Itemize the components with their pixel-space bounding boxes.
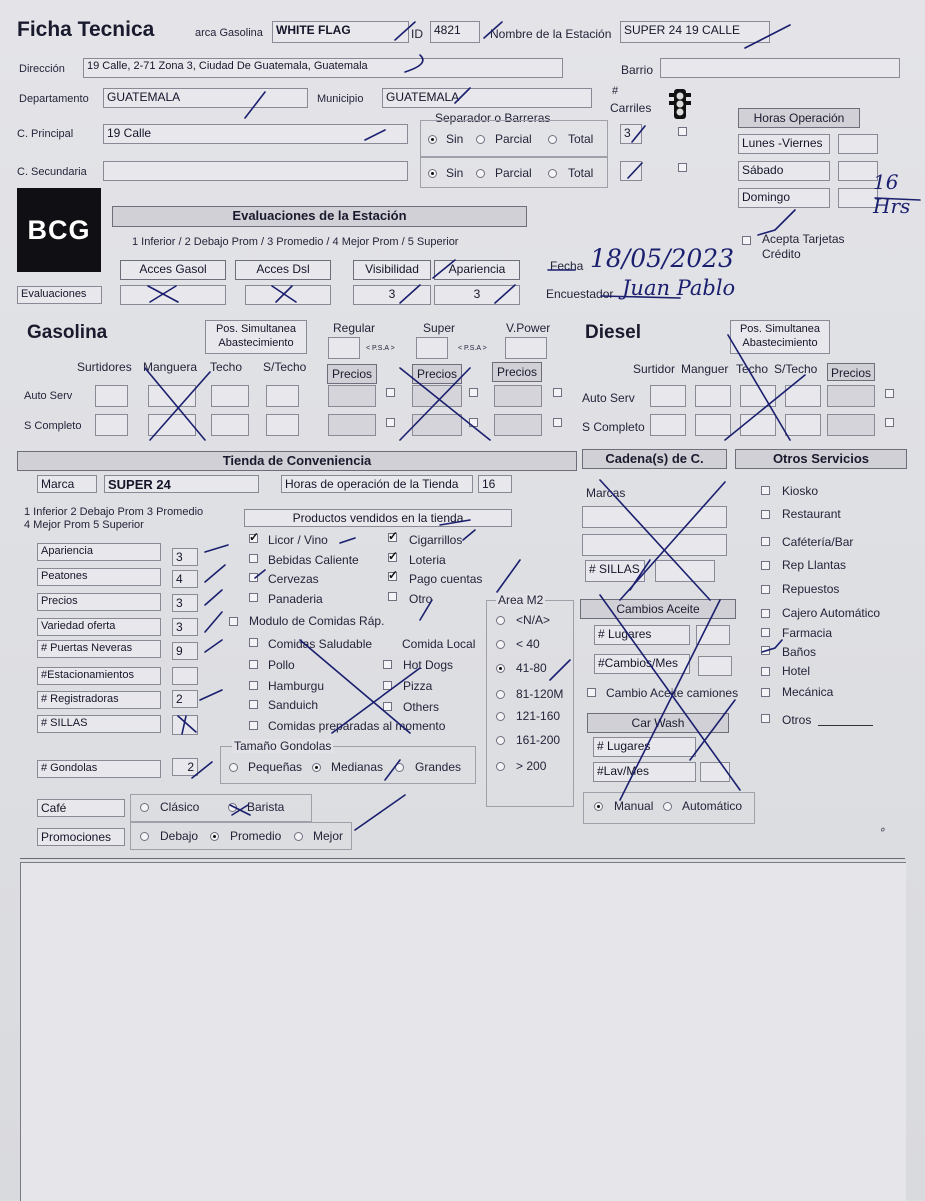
otros-mecanica-label: Mecánica [782, 685, 834, 699]
prod-otro-label: Otro [409, 592, 433, 606]
traffic-light-icon [668, 88, 692, 120]
prod-bebidas-label: Bebidas Caliente [268, 553, 359, 567]
g-sc-super-check[interactable] [469, 418, 478, 427]
area-81-120-radio[interactable] [496, 690, 505, 699]
rating-value-puertas[interactable]: 9 [172, 642, 198, 660]
brand-field[interactable]: WHITE FLAG [272, 21, 409, 43]
tamano-medianas-label: Medianas [331, 760, 384, 774]
tamano-title: Tamaño Gondolas [234, 739, 332, 753]
domingo-label: Domingo [738, 188, 830, 208]
notes-area[interactable] [20, 862, 906, 1201]
g-auto-surtidores[interactable] [95, 385, 128, 407]
area-81-120-label: 81-120M [516, 687, 564, 701]
carriles-hash: # [612, 85, 619, 97]
area-title: Area M2 [498, 593, 544, 607]
g-sc-surtidores[interactable] [95, 414, 128, 436]
d-sc-precio[interactable] [827, 414, 875, 436]
d-auto-stecho[interactable] [785, 385, 821, 407]
otros-repuestos-check[interactable] [761, 585, 770, 594]
precios-vpower-label: Precios [492, 362, 542, 382]
cambios-mes-field[interactable] [698, 656, 732, 676]
g-auto-super-check[interactable] [469, 388, 478, 397]
otros-otros-underline [818, 725, 873, 726]
d-auto-precio[interactable] [827, 385, 875, 407]
area-na-label: <N/A> [516, 613, 551, 627]
tamano-pequenas-radio[interactable] [229, 763, 238, 772]
lunes-viernes-label: Lunes -Viernes [738, 134, 830, 154]
gasolina-pos-label: Pos. Simultanea [215, 323, 297, 335]
area-na-radio[interactable] [496, 616, 505, 625]
g-auto-precio-super[interactable] [412, 385, 462, 407]
tienda-scale-1: 1 Inferior 2 Debajo Prom 3 Promedio [24, 506, 204, 518]
prod-licor-label: Licor / Vino [268, 533, 328, 547]
g-sc-manguera[interactable] [148, 414, 196, 436]
evaluaciones-row-label: Evaluaciones [17, 286, 102, 304]
tamano-medianas-radio[interactable] [312, 763, 321, 772]
sabado-label: Sábado [738, 161, 830, 181]
g-auto-regular-check[interactable] [386, 388, 395, 397]
promo-debajo-label: Debajo [160, 829, 199, 843]
acces-gasol-field[interactable] [120, 285, 226, 305]
cambios-lugares-field[interactable] [696, 625, 730, 645]
hamburgu-check[interactable] [249, 681, 258, 690]
marcas-field-1[interactable] [582, 506, 727, 528]
area-121-160-label: 121-160 [516, 709, 561, 723]
modulo-label: Modulo de Comidas Ráp. [249, 614, 385, 628]
carriles-checkbox-1[interactable] [678, 127, 687, 136]
encuestador-label: Encuestador [546, 287, 614, 301]
super-label: Super [423, 321, 456, 335]
promo-promedio-radio[interactable] [210, 832, 219, 841]
g-sc-regular-check[interactable] [386, 418, 395, 427]
station-label: Nombre de la Estación [490, 27, 612, 41]
tienda-horas-label: Horas de operación de la Tienda [281, 475, 473, 493]
gondolas-field[interactable]: 2 [172, 758, 198, 776]
g-auto-precio-vpower[interactable] [494, 385, 542, 407]
comida-saludable-check[interactable] [249, 638, 258, 647]
fecha-label: Fecha [550, 259, 584, 273]
carwash-title: Car Wash [587, 713, 729, 733]
d-precios-label: Precios [827, 363, 875, 381]
domingo-field[interactable] [838, 188, 878, 208]
psa-label-1: < P.S.A > [366, 345, 395, 352]
g-auto-manguera[interactable] [148, 385, 196, 407]
promo-mejor-radio[interactable] [294, 832, 303, 841]
acces-dsl-field[interactable] [245, 285, 331, 305]
d-sc-stecho[interactable] [785, 414, 821, 436]
diesel-pos-simultanea [730, 320, 830, 354]
c-secundaria-label: C. Secundaria [17, 166, 87, 178]
cafe-group [130, 794, 312, 822]
separador-total-label-1: Total [568, 132, 594, 146]
d-sc-surtidor[interactable] [650, 414, 686, 436]
otros-cajero-check[interactable] [761, 609, 770, 618]
prod-pago-label: Pago cuentas [409, 572, 483, 586]
separador-parcial-radio-2[interactable] [476, 169, 485, 178]
horas-operacion-title: Horas Operación [738, 108, 860, 128]
surtidores-header: Surtidores [77, 360, 132, 374]
gasolina-abast-label: Abastecimiento [218, 337, 294, 349]
gasolina-title: Gasolina [27, 322, 108, 343]
cafe-barista-label: Barista [247, 800, 285, 814]
comidas-preparadas-label: Comidas preparadas al momento [268, 719, 446, 733]
otros-banos-label: Baños [782, 645, 817, 659]
rating-value-apariencia[interactable]: 3 [172, 548, 198, 566]
sabado-field[interactable] [838, 161, 878, 181]
area-41-80-radio[interactable] [496, 664, 505, 673]
direccion-label: Dirección [19, 63, 65, 75]
g-sc-stecho[interactable] [266, 414, 299, 436]
vpower-label: V.Power [506, 321, 551, 335]
rating-label-sillas: # SILLAS [37, 715, 161, 733]
barrio-label: Barrio [621, 63, 654, 77]
cadena-title: Cadena(s) de C. [582, 449, 727, 469]
auto-serv-label: Auto Serv [24, 390, 73, 402]
apariencia-label: Apariencia [434, 260, 520, 280]
marca-label: Marca [37, 475, 97, 493]
tamano-pequenas-label: Pequeñas [248, 760, 303, 774]
otros-repuestos-label: Repuestos [782, 582, 840, 596]
otros-llantas-check[interactable] [761, 561, 770, 570]
techo-header: Techo [210, 360, 243, 374]
separador-sin-label-2: Sin [446, 166, 464, 180]
prod-bebidas-check[interactable] [249, 554, 258, 563]
comida-local-label: Comida Local [402, 637, 476, 651]
g-sc-precio-regular[interactable] [328, 414, 376, 436]
prod-cervezas-label: Cervezas [268, 572, 319, 586]
barrio-field[interactable] [660, 58, 900, 78]
manguer-header: Manguer [681, 362, 729, 376]
id-label: ID [411, 27, 423, 41]
carriles-checkbox-2[interactable] [678, 163, 687, 172]
separador-parcial-label-1: Parcial [495, 132, 532, 146]
carwash-auto-radio[interactable] [663, 802, 672, 811]
gasolina-pos-simultanea [205, 320, 307, 354]
carwash-lugares-label: # Lugares [593, 737, 696, 757]
promo-mejor-label: Mejor [313, 829, 344, 843]
otros-hotel-label: Hotel [782, 664, 811, 678]
otros-banos-check[interactable] [761, 646, 770, 655]
d-auto-manguer[interactable] [695, 385, 731, 407]
brand-label: arca Gasolina [195, 27, 263, 39]
area-161-200-radio[interactable] [496, 736, 505, 745]
prod-panaderia-check[interactable] [249, 593, 258, 602]
area-group [486, 600, 574, 807]
rating-label-registradoras: # Registradoras [37, 691, 161, 709]
encuestador-handwritten: Juan Pablo [622, 276, 736, 300]
notes-divider [20, 858, 905, 859]
g-sc-vpower-check[interactable] [553, 418, 562, 427]
d-sc-techo[interactable] [740, 414, 776, 436]
cafe-clasico-label: Clásico [160, 800, 200, 814]
cambio-camiones-label: Cambio Aceite camiones [606, 686, 739, 700]
prod-pago-checkmark-icon: ✓ [388, 568, 399, 582]
prod-cigarrillos-label: Cigarrillos [409, 533, 463, 547]
diesel-pos-label: Pos. Simultanea [739, 323, 821, 335]
apariencia-field[interactable]: 3 [434, 285, 520, 305]
bcg-logo: BCG [17, 188, 101, 272]
separador-sin-label-1: Sin [446, 132, 464, 146]
comida-saludable-label: Comidas Saludable [268, 637, 373, 651]
rating-value-peatones[interactable]: 4 [172, 570, 198, 588]
pollo-label: Pollo [268, 658, 295, 672]
lunes-viernes-field[interactable] [838, 134, 878, 154]
promo-debajo-radio[interactable] [140, 832, 149, 841]
separador-title: Separador o Barreras [435, 111, 551, 125]
c-principal-field[interactable]: 19 Calle [103, 124, 408, 144]
departamento-field[interactable]: GUATEMALA [103, 88, 308, 108]
carwash-manual-radio[interactable] [594, 802, 603, 811]
pollo-check[interactable] [249, 660, 258, 669]
tamano-grandes-label: Grandes [415, 760, 462, 774]
cambios-lugares-label: # Lugares [594, 625, 690, 645]
cambios-aceite-title: Cambios Aceite [580, 599, 736, 619]
g-sc-precio-super[interactable] [412, 414, 462, 436]
prod-loteria-checkmark-icon: ✓ [388, 549, 399, 563]
prod-otro-check[interactable] [388, 592, 397, 601]
otros-kiosko-check[interactable] [761, 486, 770, 495]
gondolas-label: # Gondolas [37, 760, 161, 778]
visibilidad-label: Visibilidad [353, 260, 431, 280]
sanduich-check[interactable] [249, 700, 258, 709]
surtidor-header: Surtidor [633, 362, 676, 376]
departamento-label: Departamento [19, 93, 89, 105]
pizza-label: Pizza [403, 679, 433, 693]
others-check[interactable] [383, 702, 392, 711]
cadena-sillas-label: # SILLAS [585, 560, 645, 582]
comidas-preparadas-check[interactable] [249, 721, 258, 730]
otros-servicios-title: Otros Servicios [735, 449, 907, 469]
lav-mes-field[interactable] [700, 762, 730, 782]
s-completo-label: S Completo [24, 420, 82, 432]
otros-hotel-check[interactable] [761, 667, 770, 676]
id-field[interactable]: 4821 [430, 21, 480, 43]
otros-otros-check[interactable] [761, 714, 770, 723]
marcas-label: Marcas [586, 486, 626, 500]
super-field[interactable] [416, 337, 448, 359]
carwash-manual-label: Manual [614, 799, 654, 813]
area-161-200-label: 161-200 [516, 733, 561, 747]
otros-farmacia-label: Farmacia [782, 626, 833, 640]
cambio-camiones-check[interactable] [587, 688, 596, 697]
separador-total-label-2: Total [568, 166, 594, 180]
d-auto-check[interactable] [885, 389, 894, 398]
credito-label: Crédito [762, 247, 801, 261]
carriles-label: Carriles [610, 101, 652, 115]
hamburgu-label: Hamburgu [268, 679, 325, 693]
c-secundaria-field[interactable] [103, 161, 408, 181]
carriles-field-2[interactable] [620, 161, 642, 181]
d-sc-manguer[interactable] [695, 414, 731, 436]
area-121-160-radio[interactable] [496, 712, 505, 721]
psa-label-2: < P.S.A > [458, 345, 487, 352]
g-auto-stecho[interactable] [266, 385, 299, 407]
otros-farmacia-check[interactable] [761, 628, 770, 637]
others-label: Others [403, 700, 440, 714]
separador-total-radio-2[interactable] [548, 169, 557, 178]
horas-handwritten: 16 Hrs [873, 170, 911, 218]
d-auto-surtidor[interactable] [650, 385, 686, 407]
regular-label: Regular [333, 321, 376, 335]
cadena-sillas-field[interactable] [655, 560, 715, 582]
g-auto-techo[interactable] [211, 385, 249, 407]
diesel-title: Diesel [585, 322, 641, 343]
c-principal-label: C. Principal [17, 128, 74, 140]
modulo-check[interactable] [229, 617, 238, 626]
prod-cigarrillos-checkmark-icon: ✓ [388, 529, 399, 543]
vpower-field[interactable] [505, 337, 547, 359]
cafe-barista-radio[interactable] [228, 803, 237, 812]
separador-total-radio-1[interactable] [548, 135, 557, 144]
rating-label-puertas: # Puertas Neveras [37, 640, 161, 658]
rating-label-peatones: Peatones [37, 568, 161, 586]
direccion-field[interactable]: 19 Calle, 2-71 Zona 3, Ciudad De Guatemala, Guatemala [83, 58, 563, 78]
pizza-check[interactable] [383, 681, 392, 690]
otros-mecanica-check[interactable] [761, 688, 770, 697]
otros-otros-label: Otros [782, 713, 812, 727]
otros-llantas-label: Rep Llantas [782, 558, 847, 572]
rating-label-variedad: Variedad oferta [37, 618, 161, 636]
acces-dsl-label: Acces Dsl [235, 260, 331, 280]
otros-restaurant-check[interactable] [761, 510, 770, 519]
rating-label-estacionamientos: #Estacionamientos [37, 667, 161, 685]
rating-value-precios[interactable]: 3 [172, 594, 198, 612]
separador-parcial-radio-1[interactable] [476, 135, 485, 144]
tamano-grandes-radio[interactable] [395, 763, 404, 772]
carwash-auto-label: Automático [682, 799, 743, 813]
lav-mes-label: #Lav/Mes [593, 762, 696, 782]
rating-value-sillas[interactable] [172, 715, 198, 735]
promo-promedio-label: Promedio [230, 829, 282, 843]
corner-mark: ˚ [878, 828, 885, 844]
area-40-label: < 40 [516, 637, 540, 651]
form-title: Ficha Tecnica [17, 18, 155, 41]
separador-sin-radio-1[interactable] [428, 135, 437, 144]
evaluaciones-scale: 1 Inferior / 2 Debajo Prom / 3 Promedio / 4 Mejor Prom / 5 Superior [132, 236, 459, 248]
d-auto-techo[interactable] [740, 385, 776, 407]
d-stecho-header: S/Techo [774, 362, 818, 376]
stecho-header: S/Techo [263, 360, 307, 374]
promociones-label: Promociones [37, 828, 125, 846]
prod-loteria-label: Loteria [409, 553, 446, 567]
g-sc-techo[interactable] [211, 414, 249, 436]
otros-restaurant-label: Restaurant [782, 507, 841, 521]
area-200-radio[interactable] [496, 762, 505, 771]
otros-kiosko-label: Kiosko [782, 484, 819, 498]
precios-super-label: Precios [412, 364, 462, 384]
cafe-label: Café [37, 799, 125, 817]
manguera-header: Manguera [143, 360, 198, 374]
municipio-label: Municipio [317, 93, 364, 105]
cambios-mes-label: #Cambios/Mes [594, 654, 690, 674]
area-200-label: > 200 [516, 759, 547, 773]
regular-field[interactable] [328, 337, 360, 359]
d-auto-serv-label: Auto Serv [582, 391, 635, 405]
precios-regular-label: Precios [327, 364, 377, 384]
station-field[interactable]: SUPER 24 19 CALLE [620, 21, 770, 43]
prod-licor-checkmark-icon: ✓ [249, 530, 260, 544]
municipio-field[interactable]: GUATEMALA [382, 88, 592, 108]
d-s-completo-label: S Completo [582, 420, 645, 434]
hotdogs-check[interactable] [383, 660, 392, 669]
fecha-handwritten: 18/05/2023 [590, 244, 735, 273]
d-sc-check[interactable] [885, 418, 894, 427]
evaluaciones-title: Evaluaciones de la Estación [112, 206, 527, 227]
d-techo-header: Techo [736, 362, 769, 376]
rating-label-apariencia: Apariencia [37, 543, 161, 561]
hotdogs-label: Hot Dogs [403, 658, 454, 672]
carriles-field-1[interactable]: 3 [620, 124, 642, 144]
otros-cafeteria-label: Cafétería/Bar [782, 535, 854, 549]
rating-label-precios: Precios [37, 593, 161, 611]
cafe-clasico-radio[interactable] [140, 803, 149, 812]
g-auto-vpower-check[interactable] [553, 388, 562, 397]
area-40-radio[interactable] [496, 640, 505, 649]
rating-value-variedad[interactable]: 3 [172, 618, 198, 636]
visibilidad-field[interactable]: 3 [353, 285, 431, 305]
marca-field[interactable]: SUPER 24 [104, 475, 259, 493]
prod-cervezas-check[interactable] [249, 573, 258, 582]
g-auto-precio-regular[interactable] [328, 385, 376, 407]
otros-cajero-label: Cajero Automático [782, 606, 881, 620]
separador-sin-radio-2[interactable] [428, 169, 437, 178]
productos-title: Productos vendidos en la tienda [244, 509, 512, 527]
otros-cafeteria-check[interactable] [761, 537, 770, 546]
g-sc-precio-vpower[interactable] [494, 414, 542, 436]
prod-panaderia-label: Panaderia [268, 592, 323, 606]
diesel-abast-label: Abastecimiento [742, 337, 818, 349]
acces-gasol-label: Acces Gasol [120, 260, 226, 280]
acepta-tarjetas-checkbox[interactable] [742, 236, 751, 245]
separador-parcial-label-2: Parcial [495, 166, 532, 180]
tienda-title: Tienda de Conveniencia [17, 451, 577, 471]
acepta-tarjetas-label: Acepta Tarjetas [762, 232, 845, 246]
rating-value-registradoras[interactable]: 2 [172, 690, 198, 708]
sanduich-label: Sanduich [268, 698, 319, 712]
tienda-horas-field[interactable]: 16 [478, 475, 512, 493]
tienda-scale-2: 4 Mejor Prom 5 Superior [24, 519, 144, 531]
area-41-80-label: 41-80 [516, 661, 547, 675]
marcas-field-2[interactable] [582, 534, 727, 556]
rating-value-estacionamientos[interactable] [172, 667, 198, 685]
